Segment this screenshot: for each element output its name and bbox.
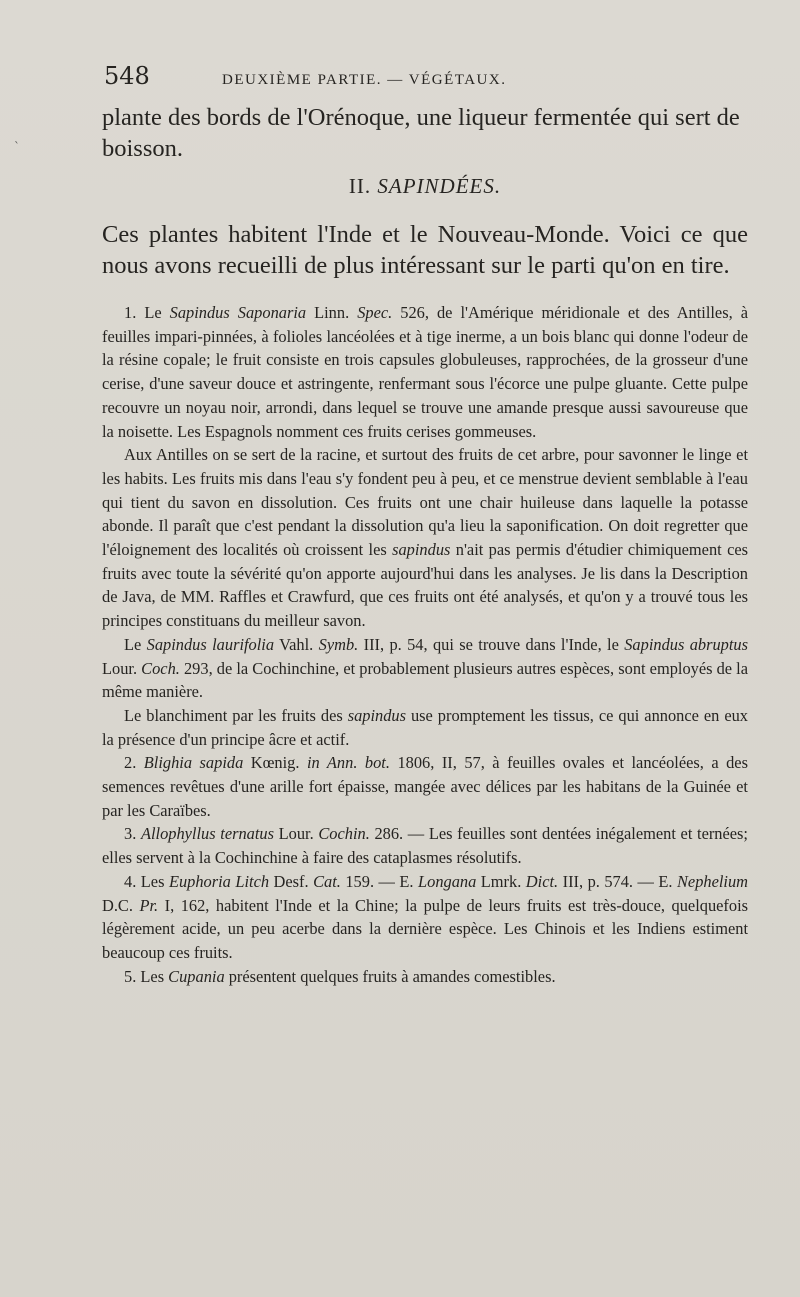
body-text bbox=[102, 301, 748, 988]
paragraph-antilles: Aux Antilles on se sert de la racine, et surtout des fruits de cet arbre, pour savonner le linge et les habits. Les fruits mis dans l'eau s'y fondent peu à peu, et ce menstrue devient semblable à l'eau qui tient du savon en dissolution. Ces fruits ont une chair huileuse dans laquelle la potasse abonde. Il paraît que c'est pendant la dissolution qu'a lieu la saponification. On doit regretter que l'éloignement des localités où croissent les sapindus n'ait pas permis d'étudier chimiquement ces fruits avec toute la sévérité qu'on apporte aujourd'hui dans les analyses. Je lis dans la Description de Java, de MM. Raffles et Crawfurd, que ces fruits ont été analysés, et qu'on y a trouvé tous les principes constituans du meilleur savon. bbox=[102, 445, 748, 631]
page-header bbox=[104, 62, 748, 102]
entry-4: 4. Les Euphoria Litch Desf. Cat. 159. — E. Longana Lmrk. Dict. III, p. 574. — E. Nephelium D.C. Pr. I, 162, habitent l'Inde et la Chine; la pulpe de leurs fruits est très-douce, quelquefois légèrement acide, un peu acerbe dans la dernière espèce. Les Chinois et les Indiens estiment beaucoup ces fruits. bbox=[102, 871, 749, 962]
entry-1: 1. Le Sapindus Saponaria Linn. Spec. 526, de l'Amérique méridionale et des Antilles, à feuilles impari-pinnées, à folioles lancéolées et à tige inerme, a un bois blanc qui donne l'odeur de la résine copale; le fruit consiste en trois capsules globuleuses, rapprochées, de la grosseur d'une cerise, d'une saveur douce et astringente, renfermant sous l'écorce une pulpe gluante. Cette pulpe recouvre un noyau noir, arrondi, dans lequel se trouve une amande presque aussi savoureuse que la noisette. Les Espagnols nomment ces fruits cerises gommeuses. bbox=[102, 303, 748, 441]
section-title bbox=[102, 174, 748, 199]
lead-paragraph: plante des bords de l'Orénoque, une liqueur fermentée qui sert de boisson. bbox=[102, 104, 740, 162]
entry-number: 4. bbox=[124, 871, 137, 891]
entry-number: 2. bbox=[124, 753, 137, 773]
running-head: DEUXIÈME PARTIE. — VÉGÉTAUX. bbox=[222, 72, 507, 88]
paragraph-blanchiment: Le blanchiment par les fruits des sapindus use promptement les tissus, ce qui annonce en eux la présence d'un principe âcre et actif. bbox=[102, 705, 748, 749]
taxon-name: Sapindus Saponaria bbox=[169, 303, 307, 322]
entry-3: 3. Allophyllus ternatus Lour. Cochin. 286. — Les feuilles sont dentées inégalement et ternées; elles servent à la Cochinchine à faire des cataplasmes résolutifs. bbox=[102, 824, 748, 868]
entry-number: 1. bbox=[124, 303, 137, 322]
entry-5: 5. Les Cupania présentent quelques fruits à amandes comestibles. bbox=[124, 966, 556, 986]
section-number: II. bbox=[348, 174, 372, 198]
section-name: SAPINDÉES. bbox=[377, 174, 502, 198]
stray-mark: ` bbox=[14, 140, 20, 154]
entry-number: 3. bbox=[124, 824, 137, 844]
paragraph-laurifolia: Le Sapindus laurifolia Vahl. Symb. III, p. 54, qui se trouve dans l'Inde, le Sapindus abruptus Lour. Coch. 293, de la Cochinchine, et probablement plusieurs autres espèces, sont employés de la même manière. bbox=[102, 634, 749, 702]
intro-paragraph: Ces plantes habitent l'Inde et le Nouveau-Monde. Voici ce que nous avons recueilli de plus intéressant sur le parti qu'on en tire. bbox=[102, 221, 748, 279]
entry-number: 5. bbox=[124, 966, 137, 986]
page-number: 548 bbox=[104, 62, 150, 90]
entry-2: 2. Blighia sapida Kœnig. in Ann. bot. 1806, II, 57, à feuilles ovales et lancéolées, a des semences revêtues d'une arille fort épaisse, mangée avec délices par les habitans de la Guinée et par les Caraïbes. bbox=[102, 753, 748, 820]
